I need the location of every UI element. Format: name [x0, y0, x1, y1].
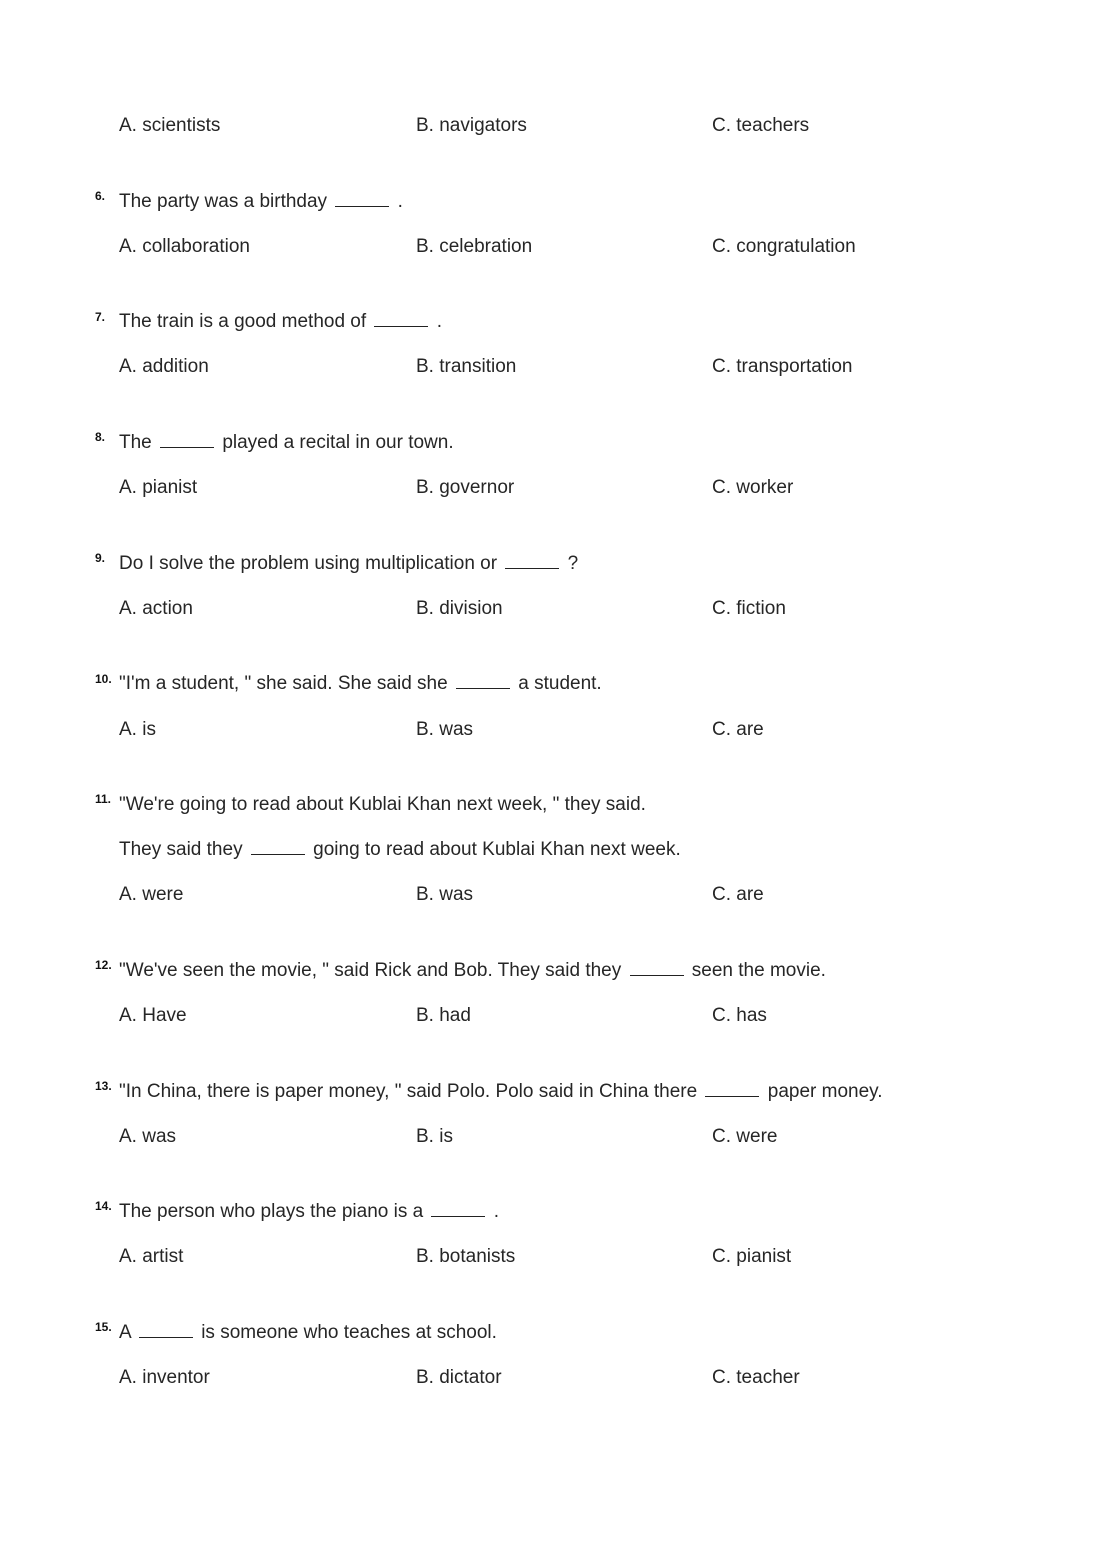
- q7-option-c: C. transportation: [712, 356, 853, 377]
- q14-option-a: A. artist: [119, 1246, 184, 1267]
- q14-answer-blank: [431, 1200, 485, 1217]
- q13-option-b: B. is: [416, 1126, 453, 1147]
- q13-number: 13.: [95, 1079, 112, 1093]
- q13-text-before: "In China, there is paper money, " said Polo. Polo said in China there: [119, 1081, 698, 1102]
- q8-text-after: played a recital in our town.: [222, 432, 454, 453]
- q10-option-c: C. are: [712, 719, 764, 740]
- q11-text-after: going to read about Kublai Khan next week.: [313, 839, 681, 860]
- q9-answer-blank: [505, 552, 559, 569]
- q12-option-c: C. has: [712, 1005, 767, 1026]
- q12-text-after: seen the movie.: [691, 960, 826, 981]
- q15-stem: [119, 1321, 497, 1345]
- q9-text-after: ?: [567, 553, 579, 574]
- q15-number: 15.: [95, 1320, 112, 1334]
- q11-option-a: A. were: [119, 884, 184, 905]
- q6-text-before: The party was a birthday: [119, 191, 328, 212]
- q7-number: 7.: [95, 310, 106, 324]
- q9-number: 9.: [95, 551, 106, 565]
- q14-option-b: B. botanists: [416, 1246, 516, 1267]
- q7-stem: [119, 310, 442, 334]
- q5-option-a: A. scientists: [119, 115, 221, 136]
- q13-text-after: paper money.: [767, 1081, 883, 1102]
- q6-option-b: B. celebration: [416, 236, 533, 257]
- q13-stem: [119, 1080, 883, 1104]
- q6-stem: [119, 190, 403, 214]
- q8-text-before: The: [119, 432, 152, 453]
- q15-answer-blank: [139, 1321, 193, 1338]
- q9-stem: [119, 552, 578, 576]
- q10-option-b: B. was: [416, 719, 474, 740]
- q6-option-a: A. collaboration: [119, 236, 250, 257]
- q6-number: 6.: [95, 189, 106, 203]
- q8-option-a: A. pianist: [119, 477, 198, 498]
- q12-number: 12.: [95, 958, 112, 972]
- q11-text-before: They said they: [119, 839, 243, 860]
- q14-text-before: The person who plays the piano is a: [119, 1201, 424, 1222]
- q5-option-b: B. navigators: [416, 115, 527, 136]
- q14-text-after: .: [493, 1201, 500, 1222]
- q13-answer-blank: [705, 1080, 759, 1097]
- q10-text-before: "I'm a student, " she said. She said she: [119, 673, 448, 694]
- q13-option-c: C. were: [712, 1126, 778, 1147]
- q12-text-before: "We've seen the movie, " said Rick and Bob. They said they: [119, 960, 622, 981]
- q8-option-b: B. governor: [416, 477, 515, 498]
- q8-answer-blank: [160, 431, 214, 448]
- q8-number: 8.: [95, 430, 106, 444]
- q8-option-c: C. worker: [712, 477, 794, 498]
- q8-stem: [119, 431, 454, 455]
- q14-stem: [119, 1200, 499, 1224]
- q12-answer-blank: [630, 959, 684, 976]
- q9-option-b: B. division: [416, 598, 503, 619]
- q15-text-after: is someone who teaches at school.: [201, 1322, 497, 1343]
- q9-option-a: A. action: [119, 598, 193, 619]
- q7-option-a: A. addition: [119, 356, 209, 377]
- q10-option-a: A. is: [119, 719, 156, 740]
- q15-option-c: C. teacher: [712, 1367, 800, 1388]
- q10-answer-blank: [456, 672, 510, 689]
- q11-stem: [119, 838, 681, 862]
- q14-option-c: C. pianist: [712, 1246, 792, 1267]
- q10-stem: [119, 672, 602, 696]
- q7-answer-blank: [374, 310, 428, 327]
- q12-option-b: B. had: [416, 1005, 471, 1026]
- q11-number: 11.: [95, 792, 112, 806]
- q6-answer-blank: [335, 190, 389, 207]
- q11-answer-blank: [251, 838, 305, 855]
- q15-option-b: B. dictator: [416, 1367, 502, 1388]
- q9-text-before: Do I solve the problem using multiplication or: [119, 553, 498, 574]
- q7-text-after: .: [436, 311, 442, 332]
- q7-text-before: The train is a good method of: [119, 311, 367, 332]
- q6-text-after: .: [397, 191, 403, 212]
- q9-option-c: C. fiction: [712, 598, 786, 619]
- q14-number: 14.: [95, 1199, 112, 1213]
- q7-option-b: B. transition: [416, 356, 517, 377]
- q15-text-before: A: [119, 1322, 131, 1343]
- q11-quote-line: "We're going to read about Kublai Khan next week, " they said.: [119, 794, 646, 815]
- q15-option-a: A. inventor: [119, 1367, 210, 1388]
- q12-option-a: A. Have: [119, 1005, 187, 1026]
- q6-option-c: C. congratulation: [712, 236, 856, 257]
- q5-option-c: C. teachers: [712, 115, 810, 136]
- q12-stem: [119, 959, 826, 983]
- q11-option-b: B. was: [416, 884, 474, 905]
- q11-option-c: C. are: [712, 884, 764, 905]
- q10-number: 10.: [95, 672, 112, 686]
- q13-option-a: A. was: [119, 1126, 177, 1147]
- q10-text-after: a student.: [518, 673, 602, 694]
